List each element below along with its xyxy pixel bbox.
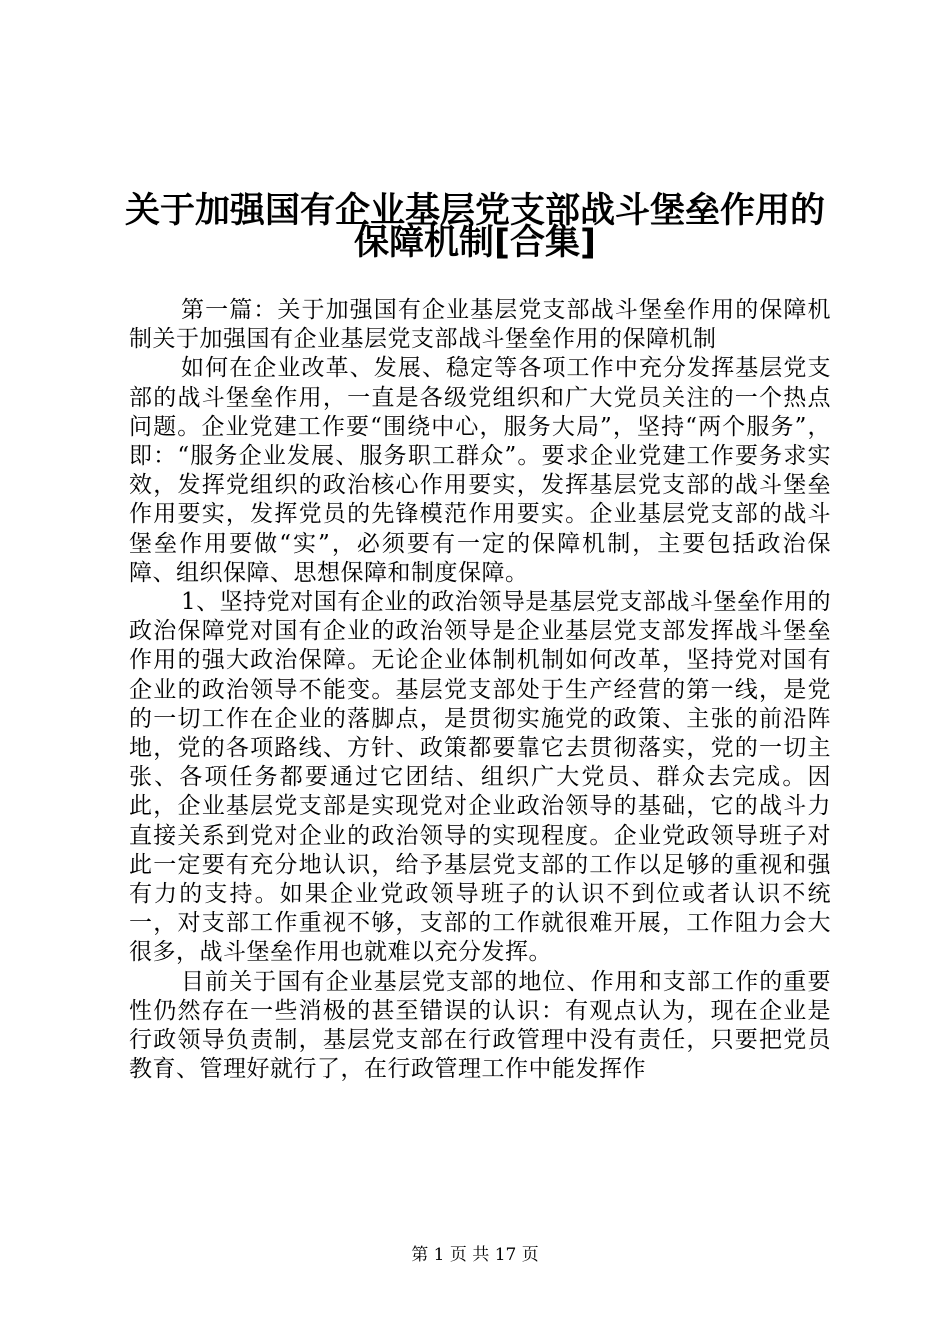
paragraph-1: 第一篇：关于加强国有企业基层党支部战斗堡垒作用的保障机制关于加强国有企业基层党支部战斗堡垒作用的保障机制	[129, 297, 831, 353]
document-title-line-1: 关于加强国有企业基层党支部战斗堡垒作用的	[124, 191, 825, 231]
document-body	[129, 296, 831, 1084]
document-title-line-2: 保障机制[合集]	[354, 223, 596, 263]
paragraph-2: 如何在企业改革、发展、稳定等各项工作中充分发挥基层党支部的战斗堡垒作用，一直是各级党组织和广大党员关注的一个热点问题。企业党建工作要“围绕中心，服务大局”，坚持“两个服务”，即：“服务企业发展、服务职工群众”。要求企业党建工作要务求实效，发挥党组织的政治核心作用要实，发挥基层党支部的战斗堡垒作用要实，发挥党员的先锋模范作用要实。企业基层党支部的战斗堡垒作用要做“实”，必须要有一定的保障机制，主要包括政治保障、组织保障、思想保障和制度保障。	[129, 355, 831, 586]
paragraph-4: 目前关于国有企业基层党支部的地位、作用和支部工作的重要性仍然存在一些消极的甚至错误的认识：有观点认为，现在企业是行政领导负责制，基层党支部在行政管理中没有责任，只要把党员教育、管理好就行了，在行政管理工作中能发挥作	[129, 968, 831, 1083]
page-number-footer: 第 1 页 共 17 页	[411, 1245, 539, 1265]
paragraph-3: 1、坚持党对国有企业的政治领导是基层党支部战斗堡垒作用的政治保障党对国有企业的政治领导是企业基层党支部发挥战斗堡垒作用的强大政治保障。无论企业体制机制如何改革，坚持党对国有企业的政治领导不能变。基层党支部处于生产经营的第一线，是党的一切工作在企业的落脚点，是贯彻实施党的政策、主张的前沿阵地，党的各项路线、方针、政策都要靠它去贯彻落实，党的一切主张、各项任务都要通过它团结、组织广大党员、群众去完成。因此，企业基层党支部是实现党对企业政治领导的基础，它的战斗力直接关系到党对企业的政治领导的实现程度。企业党政领导班子对此一定要有充分地认识，给予基层党支部的工作以足够的重视和强有力的支持。如果企业党政领导班子的认识不到位或者认识不统一，对支部工作重视不够，支部的工作就很难开展，工作阻力会大很多，战斗堡垒作用也就难以充分发挥。	[129, 589, 831, 966]
